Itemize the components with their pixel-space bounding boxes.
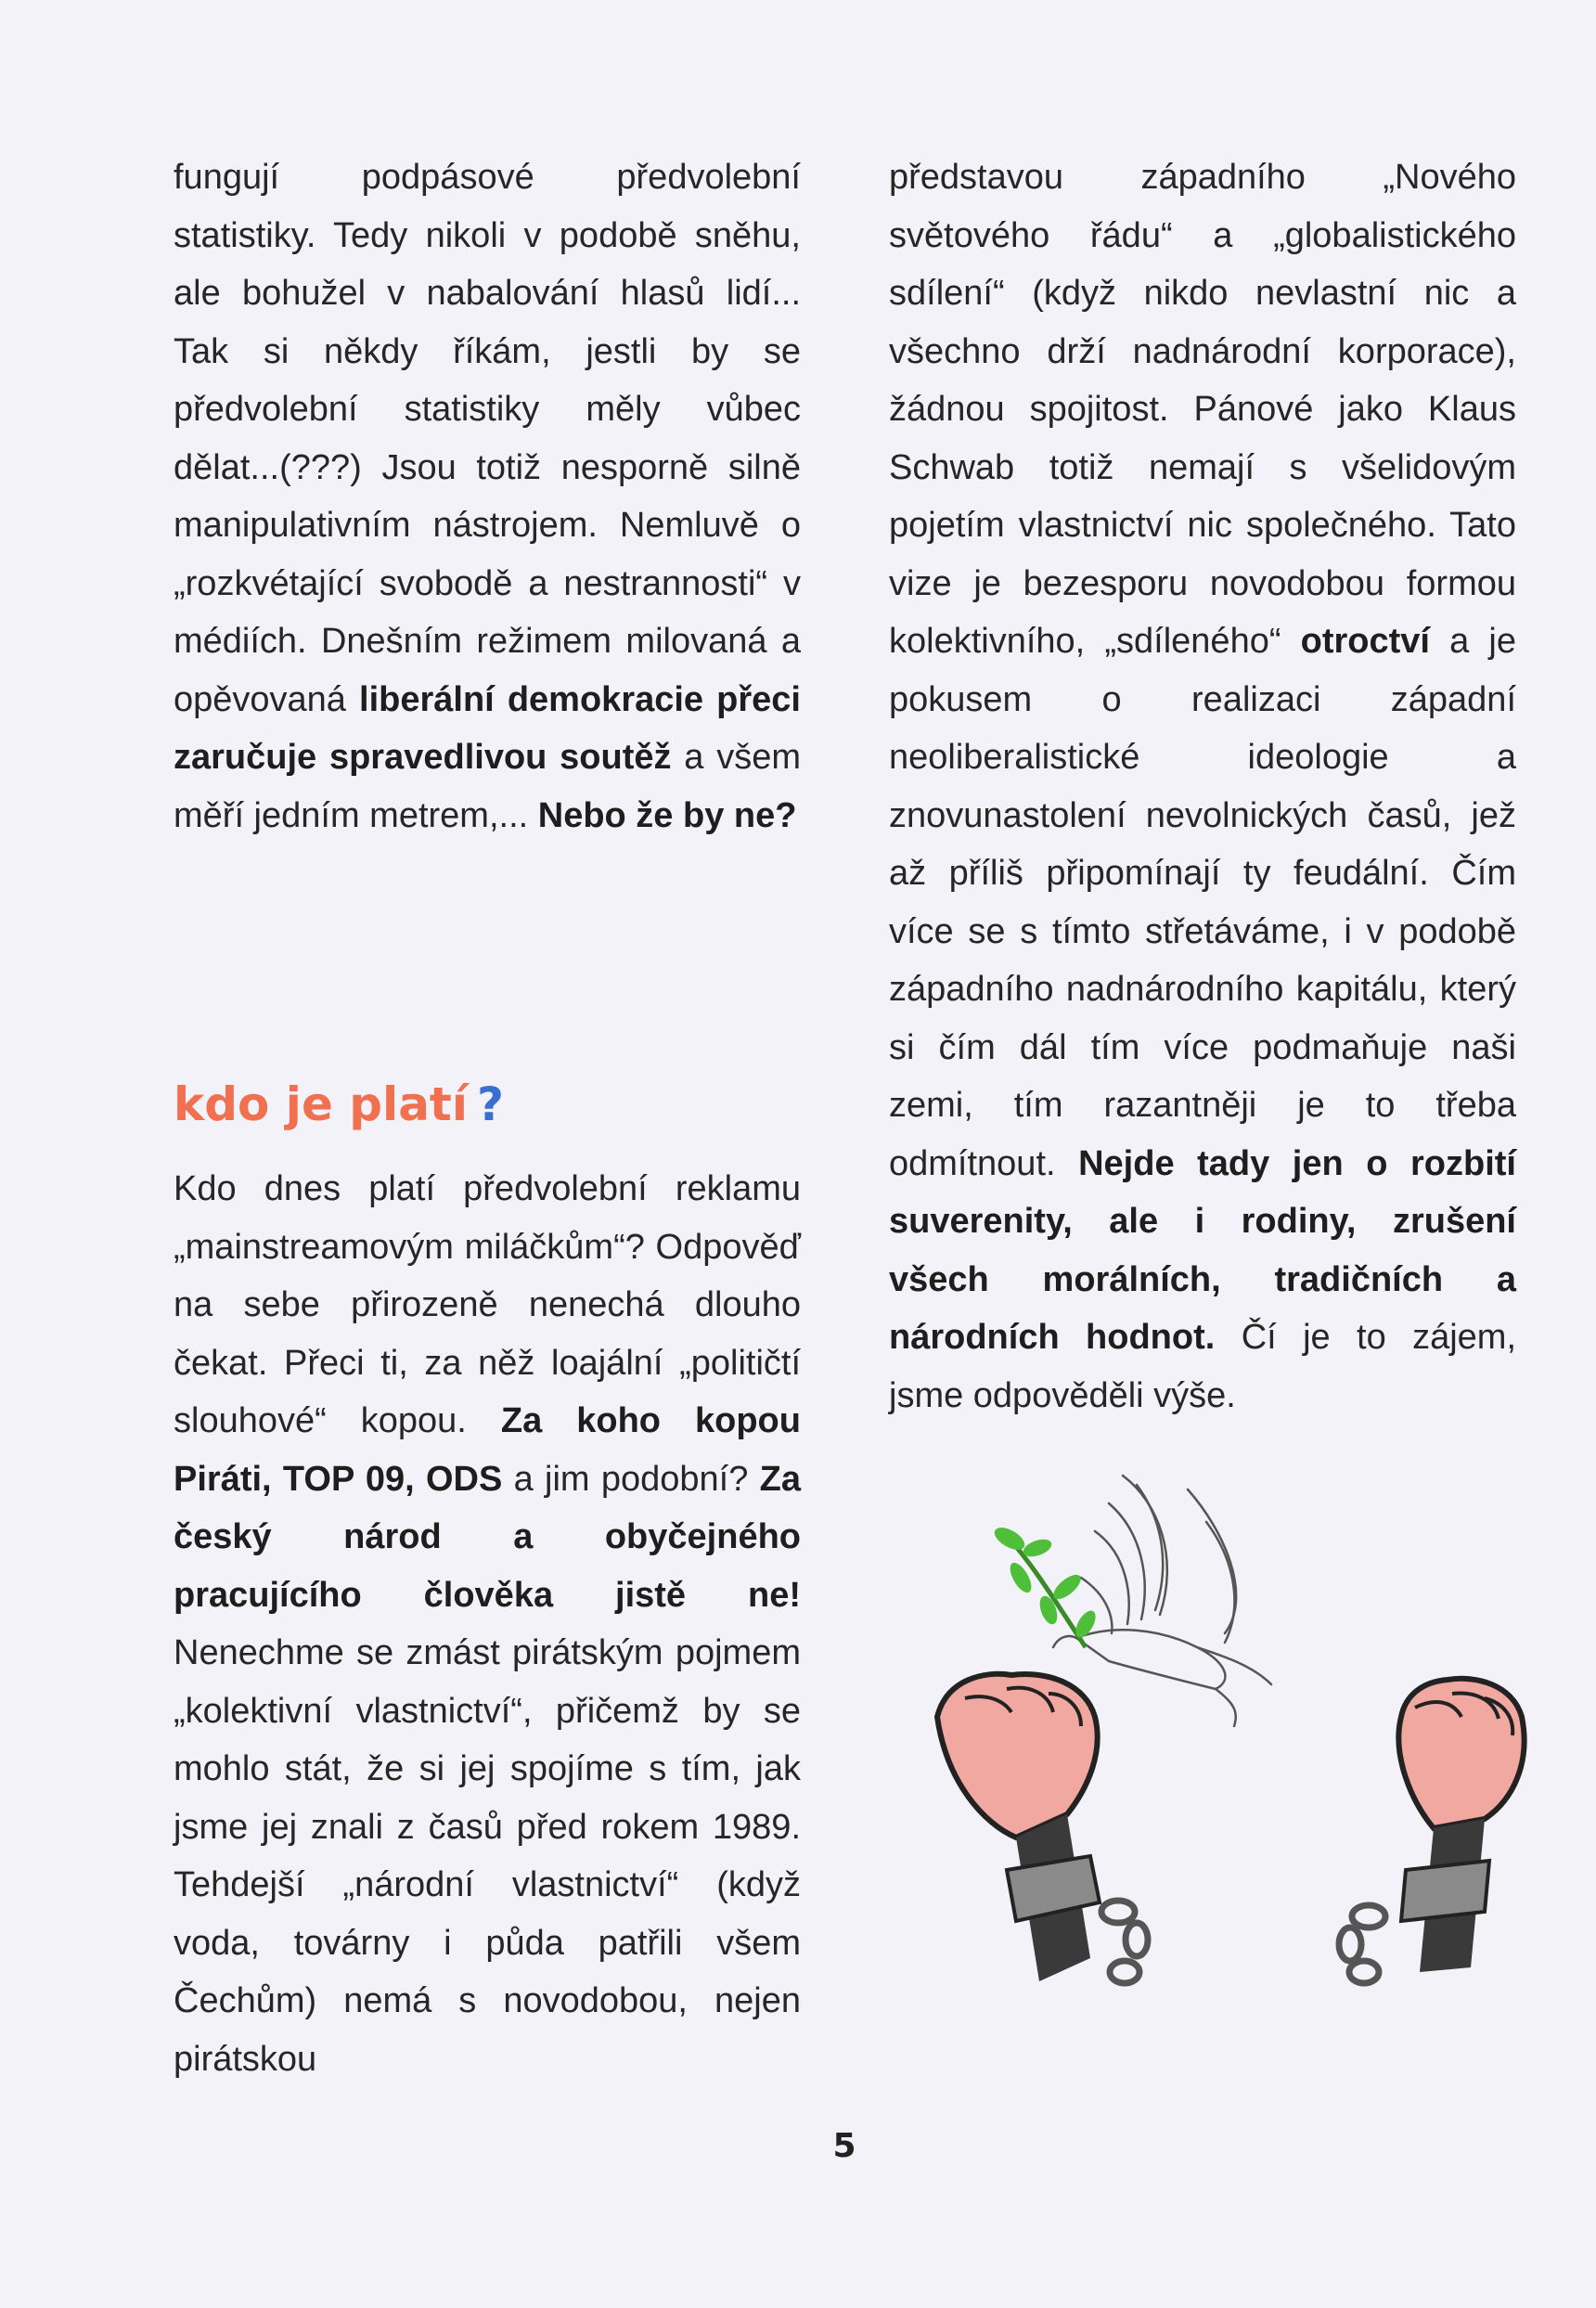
right-paragraph-1 <box>889 148 1516 1425</box>
fist-icon <box>937 1674 1100 1981</box>
text-span: Čí je to zájem, jsme odpověděli výše. <box>889 1318 1516 1415</box>
left-paragraph-1 <box>174 148 801 845</box>
bold-span: Za český národ a obyčejného pracujícího člověka jistě ne! <box>174 1459 801 1615</box>
question-mark: ? <box>476 1077 504 1131</box>
right-column <box>889 148 1516 1425</box>
fist-icon <box>1398 1679 1524 1972</box>
bold-span: Za koho kopou Piráti, TOP 09, ODS <box>174 1401 801 1499</box>
bold-span: Nebo že by ne? <box>537 795 797 835</box>
text-span: fungují podpásové předvolební statistiky. Tedy nikoli v podobě sněhu, ale bohužel v nabalování hlasů lidí... Tak si někdy říkám, jestli by se předvolební statistiky měly vůbec dělat...(???) Jsou totiž nesporně silně manipulativním nástrojem. Nemluvě o „rozkvétající svobodě a nestrannosti“ v médiích. Dnešním režimem milovaná a opěvovaná <box>174 158 801 719</box>
broken-chain-icon <box>1101 1901 1385 1983</box>
text-span: a je pokusem o realizaci západní neoliberalistické ideologie a znovunastolení nevolnických časů, jež až příliš připomínají ty feudální. Čím více se s tímto střetáváme, i v podobě západního nadnárodního kapitálu, který si čím dál tím více podmaňuje naši zemi, tím razantněji je to třeba odmítnout. <box>889 622 1517 1183</box>
text-span: představou západního „Nového světového řádu“ a „globalistického sdílení“ (když nikdo nevlastní nic a všechno drží nadnárodní korporace), žádnou spojitost. Pánové jako Klaus Schwab totiž nemají s všelidovým pojetím vlastnictví nic společného. Tato vize je bezesporu novodobou formou kolektivního, „sdíleného“ <box>889 158 1516 661</box>
bold-span: Nejde tady jen o rozbití suverenity, ale i rodiny, zrušení všech morálních, tradičních a národních hodnot. <box>889 1143 1516 1357</box>
bold-span: otroctví <box>1300 622 1430 661</box>
heading-text: kdo je platí <box>174 1077 468 1131</box>
left-column <box>174 148 801 845</box>
text-span: Nenechme se zmást pirátským pojmem „kolektivní vlastnictví“, přičemž by se mohlo stát, že si jej spojíme s tím, jak jsme jej znali z časů před rokem 1989. Tehdejší „národní vlastnictví“ (když voda, továrny i půda patřili všem Čechům) nemá s novodobou, nejen pirátskou <box>174 1633 801 2079</box>
bold-span: liberální demokracie přeci zaručuje spravedlivou soutěž <box>174 679 801 777</box>
left-column-lower <box>174 1160 801 2088</box>
illustration-freedom <box>928 1448 1559 2042</box>
section-heading <box>174 1077 504 1132</box>
left-paragraph-2 <box>174 1160 801 2088</box>
olive-branch-icon <box>991 1523 1100 1647</box>
text-span: a jim podobní? <box>502 1459 760 1499</box>
dove-icon <box>1053 1476 1271 1726</box>
text-span: a všem měří jedním metrem,... <box>174 738 801 835</box>
page-number: 5 <box>832 2127 856 2165</box>
text-span: Kdo dnes platí předvolební reklamu „mainstreamovým miláčkům“? Odpověď na sebe přirozeně nenechá dlouho čekat. Přeci ti, za něž loajální „političtí slouhové“ kopou. <box>174 1169 801 1440</box>
